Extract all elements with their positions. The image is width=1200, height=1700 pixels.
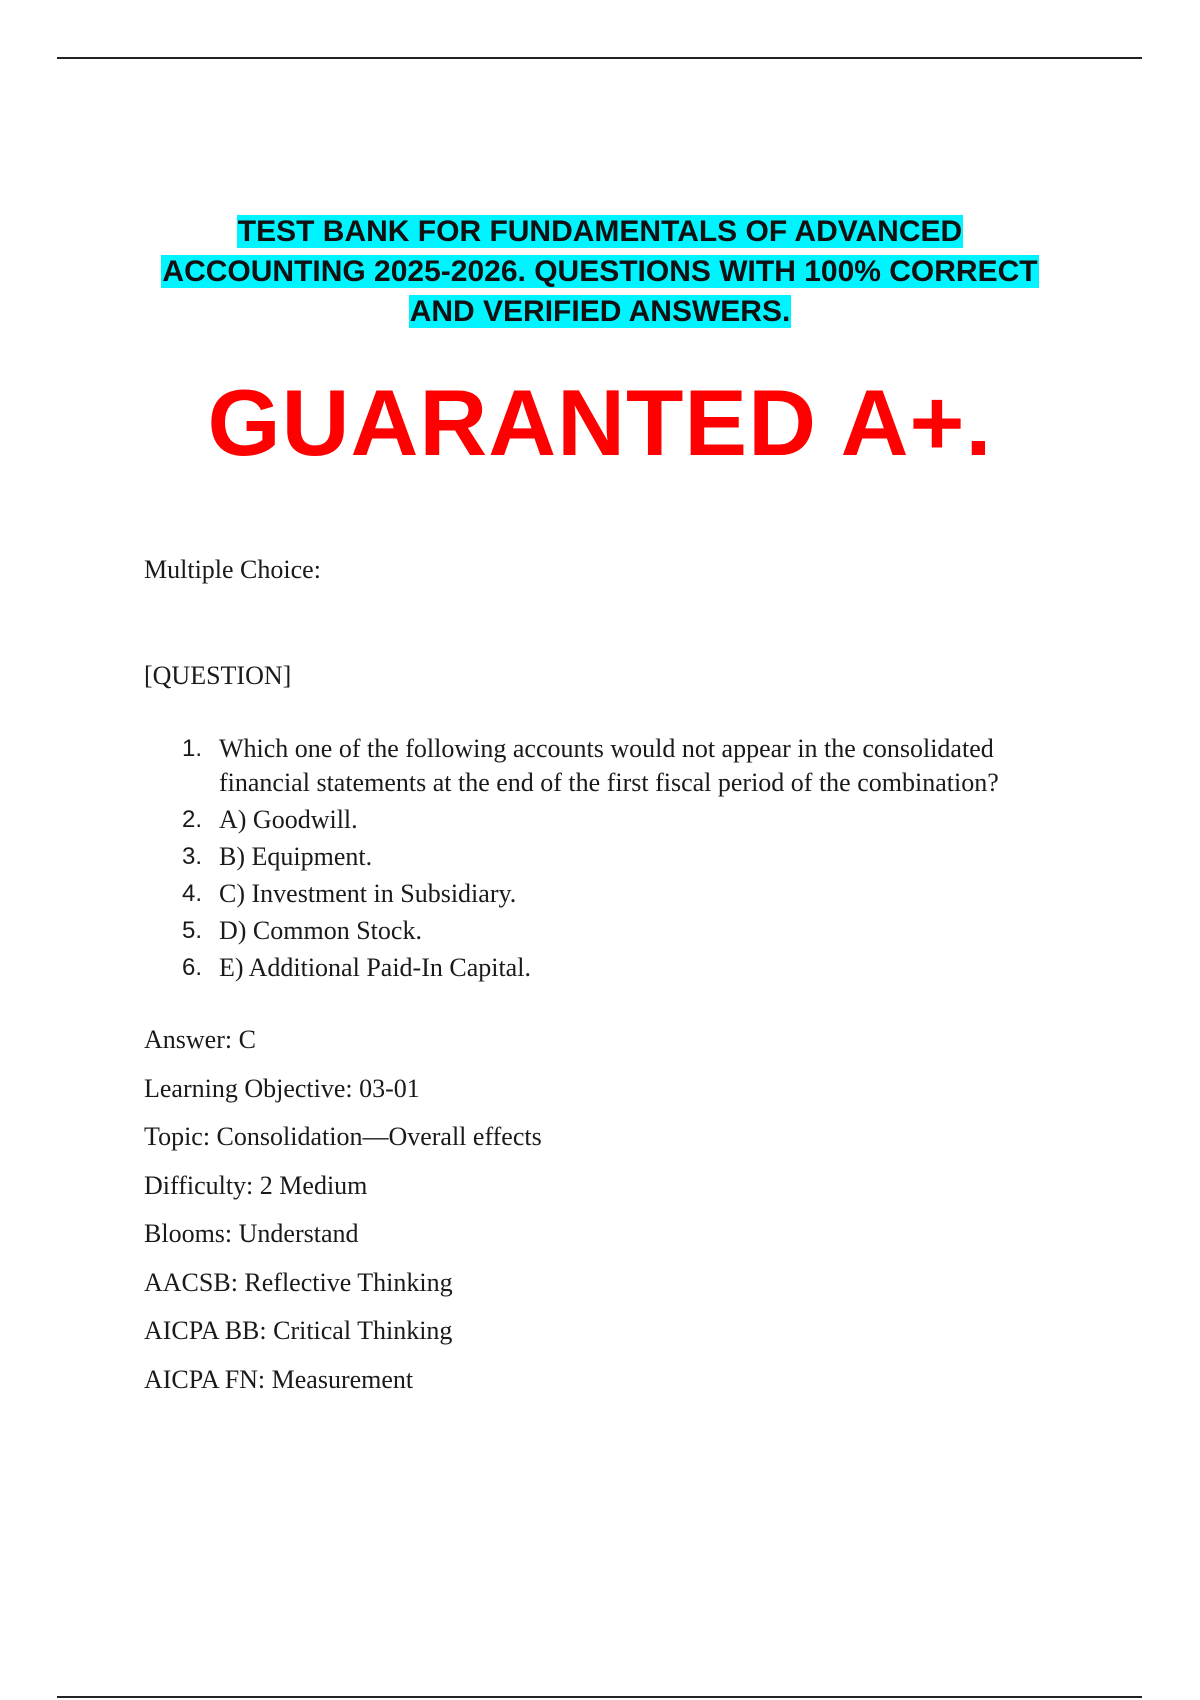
- answer-line: Answer: C: [144, 1025, 256, 1054]
- item-number: 6.: [182, 954, 203, 981]
- item-text: B) Equipment.: [219, 842, 373, 871]
- item-text: A) Goodwill.: [219, 805, 358, 834]
- difficulty-line: Difficulty: 2 Medium: [144, 1170, 368, 1200]
- question-list: [0, 732, 1200, 988]
- item-number: 1.: [182, 735, 203, 762]
- question-stem: [0, 732, 1200, 800]
- blooms-line: Blooms: Understand: [144, 1219, 359, 1248]
- item-text: C) Investment in Subsidiary.: [219, 879, 517, 908]
- bottom-rule: [57, 1696, 1142, 1698]
- item-text: Which one of the following accounts would not appear in the consolidated financial statements at the end of the first fiscal period of the combination?: [219, 734, 999, 797]
- answer-option-e: [0, 951, 1200, 985]
- top-rule: [57, 57, 1142, 59]
- learning-objective-line: Learning Objective: 03-01: [144, 1073, 420, 1103]
- question-tag: [QUESTION]: [144, 661, 292, 690]
- grade-banner: GUARANTED A+.: [207, 370, 993, 475]
- answer-option-a: [0, 803, 1200, 837]
- topic-line: Topic: Consolidation—Overall effects: [144, 1122, 542, 1151]
- title-line-3: AND VERIFIED ANSWERS.: [409, 295, 791, 328]
- document-title: [0, 212, 1200, 332]
- answer-option-d: [0, 914, 1200, 948]
- answer-option-c: [0, 877, 1200, 911]
- section-label: Multiple Choice:: [144, 555, 321, 584]
- item-text: E) Additional Paid-In Capital.: [219, 953, 531, 982]
- title-line-2: ACCOUNTING 2025-2026. QUESTIONS WITH 100% CORRECT: [162, 255, 1038, 288]
- question-metadata: [144, 1024, 542, 1412]
- item-number: 4.: [182, 880, 203, 907]
- aacsb-line: AACSB: Reflective Thinking: [144, 1267, 453, 1297]
- item-number: 2.: [182, 806, 203, 833]
- aicpa-bb-line: AICPA BB: Critical Thinking: [144, 1316, 453, 1345]
- item-number: 3.: [182, 843, 203, 870]
- title-line-1: TEST BANK FOR FUNDAMENTALS OF ADVANCED: [237, 215, 963, 248]
- item-text: D) Common Stock.: [219, 916, 422, 945]
- answer-option-b: [0, 840, 1200, 874]
- item-number: 5.: [182, 917, 203, 944]
- aicpa-fn-line: AICPA FN: Measurement: [144, 1364, 414, 1394]
